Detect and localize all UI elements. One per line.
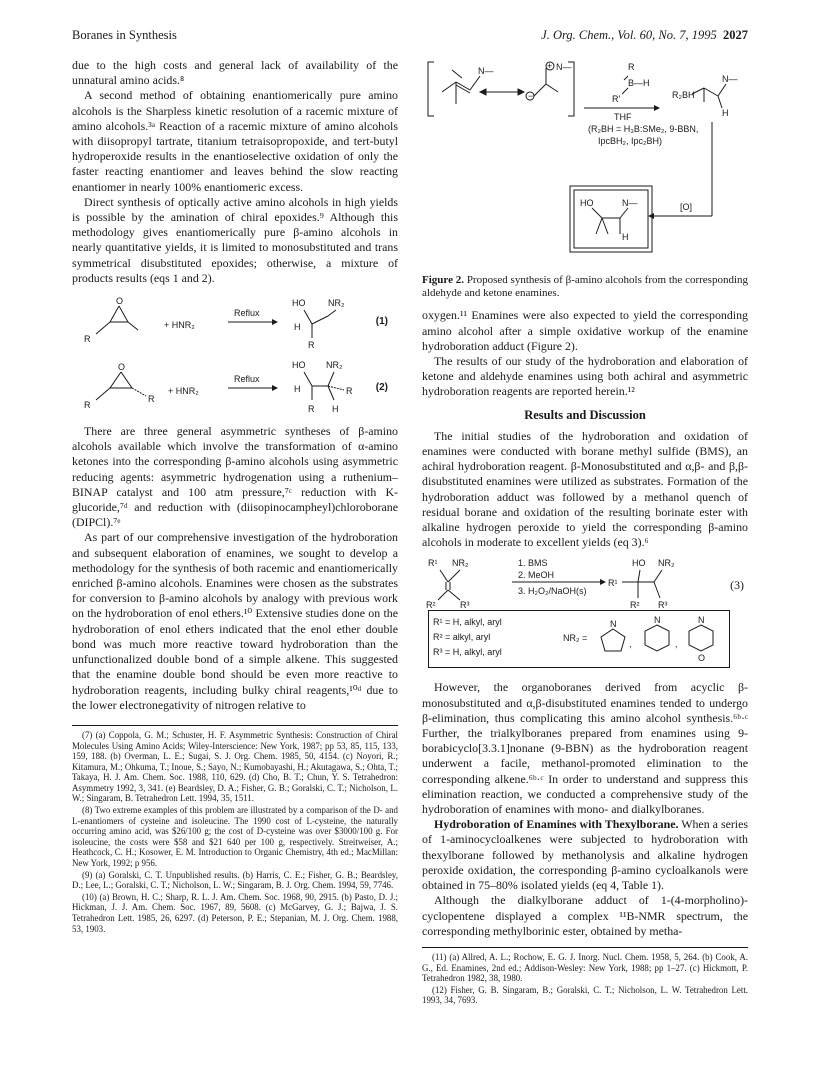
svg-text:N: N [610,619,617,630]
equation-1 [72,292,398,352]
svg-text:R: R [628,62,635,72]
equation-3 [422,554,748,672]
paragraph: There are three general asymmetric syntheses of β-amino alcohols available which involve the transformation of α-amino ketones into the corresponding β-amino alcohols using asymmetric reducing agents: asymmetric hydrogenation using a ruthenium–BINAP catalyst and 100 atm pressure,⁷ᶜ reduction with K-glucoride,⁷ᵈ and reduction with (diisopinocampheyl)chloroborane (DIPCl).⁷ᵉ [72,424,398,530]
fig2-oxidation: [O] [680,202,693,212]
footnote: (8) Two extreme examples of this problem are illustrated by a comparison of the D- and L-enantiomers of cysteine and isoleucine. The 1990 cost of L-cysteine, the naturally occurring amino acid, was $26/100 g; the cost of D-cysteine was over $3000/100 g. For isoleucine, the costs were $58 and $21 640 per 100 g, respectively. Streitweiser, A.; Heathcock, C. H.; Kosower, E. M. Introduction to Organic Chemistry, 4th ed.; MacMillan: New York, 1992; p 956. [72,805,398,869]
left-column [72,58,398,935]
svg-text:R: R [148,394,155,405]
figure-2-caption [422,274,748,300]
definition-r1: R¹ = H, alkyl, aryl [433,617,502,628]
subsection-heading: Hydroboration of Enamines with Thexylborane. [434,817,679,832]
svg-text:R: R [84,400,91,411]
svg-text:H: H [294,322,301,333]
paragraph: oxygen.¹¹ Enamines were also expected to yield the corresponding amino alcohol after a simple oxidative workup of the enamine hydroboration adduct (Figure 2). [422,308,748,353]
svg-text:NR₂: NR₂ [326,360,343,371]
footnote: (7) (a) Coppola, G. M.; Schuster, H. F. Asymmetric Synthesis: Construction of Chiral Molecules Using Amino Acids; Wiley-Interscience: New York, 1987; pp 53, 85, 115, 133, 159, 188. (b) Overman, L. E.; Sugai, S. J. Org. Chem. 1985, 50, 4154. (c) Noyori, R.; Kitamura, M.; Ohkuma, T.; Inoue, S.; Sayo, N.; Kumobayashi, H.; Akutagawa, S.; Ohta, T.; Takaya, H. J. Am. Chem. Soc. 1988, 110, 629. (d) Cho, B. T.; Chun, Y. S. Tetrahedron: Asymmetry 1992, 3, 341. (e) Beardsley, D. A.; Fisher, G. B.; Goralski, C. T.; Nicholson, L. W.; Singaram, B. Tetrahedron Lett. 1994, 35, 1511. [72,729,398,804]
paragraph: The initial studies of the hydroboration and oxidation of enamines were conducted with borane methyl sulfide (BMS), an achiral hydroboration reagent. β-Monosubstituted and α,β- and β,β-disubstituted enamines were utilized as substrates. Formation of the hydroboration adduct was followed by a methanol quench of residual borane and oxidation of the resulting borinate ester with alkaline hydrogen peroxide to yield the corresponding β-amino alcohols in moderate to excellent yields (eq 3).⁶ [422,428,748,550]
svg-text:R²: R² [630,600,640,611]
footnote: (11) (a) Allred, A. L.; Rochow, E. G. J. Inorg. Nucl. Chem. 1958, 5, 264. (b) Cook, A. G., Ed. Enamines, 2nd ed.; Addison-Wesley: New York, 1988; pp 1–27. (c) Hickmott, P. Tetrahedron 1982, 38, 1980. [422,951,748,984]
svg-text:N: N [698,615,705,626]
svg-text:NR₂: NR₂ [452,558,469,569]
svg-text:R: R [84,334,91,345]
svg-text:NR₂: NR₂ [658,558,675,569]
eq1-arrow-label: Reflux [234,308,260,319]
svg-text:R³: R³ [460,600,470,611]
svg-text:H: H [332,404,339,415]
figure-2 [422,58,748,270]
paragraph: As part of our comprehensive investigation of the hydroboration and subsequent elaboration of enamines, we sought to develop a methodology for the synthesis of both racemic and enantiomerically enriched β-amino alcohols. Enamines were chosen as the substrates for conversion to β-amino alcohols by analogy with previous work on the hydroboration of enol ethers.¹⁰ Extensive studies done on the hydroboration of enol ethers indicated that the enol ether double bond was much more reactive toward hydroboration than the unfunctionalized double bond of a simple alkene. This suggested that the enamine double bond should be even more reactive to hydroboration reagents, including bulky chiral reagents,¹⁰ᵈ due to the lower electronegativity of nitrogen relative to [72,530,398,712]
svg-text:−: − [528,91,534,101]
svg-text:R¹: R¹ [608,578,618,589]
paragraph: Although the dialkylborane adduct of 1-(4-morpholino)-cyclopentene displayed a complex ¹¹B-NMR spectrum, the corresponding methylborinic ester, obtained by metha- [422,893,748,938]
eq3-step3: 3. H₂O₂/NaOH(s) [518,586,587,597]
svg-text:N—: N— [556,62,572,72]
svg-text:O: O [118,362,126,373]
fig2-thf: THF [614,112,632,122]
svg-text:O: O [698,653,706,664]
footnotes-left [72,725,398,934]
svg-text:N—: N— [478,66,494,76]
svg-text:+: + [547,61,553,71]
svg-text:N: N [654,615,661,626]
paragraph: However, the organoboranes derived from acyclic β-monosubstituted and α,β-disubstituted enamines tended to undergo β-elimination, thus complicating this amino alcohol synthesis.⁶ᵇ·ᶜ Further, the trialkylboranes prepared from enamines using 9-borabicyclo[3.3.1]nonane (9-BBN) as the hydroboration reagent underwent a facile, methanol-promoted elimination to the corresponding alkene.⁶ᵇ·ᶜ In order to understand and suppress this elimination reaction, we conducted a comprehensive study of the hydroboration of enamines with mono- and dialkylboranes. [422,680,748,817]
eq3-step1: 1. BMS [518,558,548,569]
footnote: (12) Fisher, G. B. Singaram, B.; Goralski, C. T.; Nicholson, L. W. Tetrahedron Lett. 1993, 34, 7693. [422,984,748,1006]
figure-label: Figure 2. [422,274,465,286]
svg-text:R: R [308,404,315,415]
definition-r3: R³ = H, alkyl, aryl [433,647,502,658]
journal-citation: J. Org. Chem., Vol. 60, No. 7, 1995 2027 [541,28,748,42]
paragraph: due to the high costs and general lack of availability of the unnatural amino acids.⁸ [72,58,398,88]
equation-number: (2) [375,382,388,394]
eq1-reagent: + HNR₂ [164,320,195,331]
paragraph: Direct synthesis of optically active amino alcohols in high yields is possible by the amination of chiral epoxides.⁹ Although this methodology gives enantiomerically pure β-amino alcohols in nearly quantitative yields, it is limited to monosubstituted and trans symmetrical disubstituted epoxides; otherwise, a mixture of products results (eqs 1 and 2). [72,194,398,285]
equation-2 [72,358,398,418]
fig2-conditions: (R₂BH = H₃B:SMe₂, 9-BBN, [588,124,699,134]
eq3-step2: 2. MeOH [518,570,555,581]
svg-text:,: , [629,639,632,650]
equation-number: (1) [375,316,388,328]
svg-text:,: , [675,639,678,650]
svg-text:N—: N— [622,198,638,208]
svg-text:HO: HO [292,360,306,371]
paragraph: A second method of obtaining enantiomerically pure amino alcohols is the Sharpless kinetic resolution of a racemic mixture of amino alcohols.³ᵃ Reaction of a racemic mixture of amino alcohols with diisopropyl tartrate, titanium tetraisopropoxide, and tert-butyl hydroperoxide results in the enantioselective oxidation of only the faster reacting enantiomer and leaves behind the slow reacting enantiomer in nearly 100% enantiomeric excess. [72,88,398,194]
svg-text:N—: N— [722,74,738,84]
svg-text:O: O [116,296,124,307]
caption-text: Proposed synthesis of β-amino alcohols from the corresponding aldehyde and ketone enamines. [422,274,748,300]
equation-number: (3) [730,578,744,593]
fig2-conditions2: IpcBH₂, Ipc₂BH) [598,136,663,146]
svg-text:B—H: B—H [628,78,650,88]
svg-text:H: H [294,384,301,395]
svg-text:HO: HO [580,198,594,208]
svg-text:R': R' [612,94,621,104]
footnote: (10) (a) Brown, H. C.; Sharp, R. L. J. Am. Chem. Soc. 1968, 90, 2915. (b) Pasto, D. J.; Hickman, J. J. Am. Chem. Soc. 1967, 89, 5608. (c) McGarvey, G. J.; Bajwa, J. S. Tetrahedron Lett. 1985, 26, 6297. (d) Peterson, P. E.; Stepanian, M. J. Org. Chem. 1988, 53, 1903. [72,891,398,934]
svg-text:H: H [722,108,729,118]
page-number: 2027 [723,28,748,42]
svg-text:R: R [308,340,315,351]
footnote: (9) (a) Goralski, C. T. Unpublished results. (b) Harris, C. E.; Fisher, G. B.; Beardsley, D.; Lee, L.; Goralski, C. T.; Nicholson, L. W.; Singaram, B. J. Org. Chem. 1994, 59, 7746. [72,869,398,891]
svg-text:H: H [622,232,629,242]
substituent-definitions [428,610,730,668]
paragraph: The results of our study of the hydroboration and elaboration of ketone and aldehyde enamines using both achiral and asymmetric hydroboration reagents are reported herein.¹² [422,354,748,399]
eq2-arrow-label: Reflux [234,374,260,385]
svg-text:R³: R³ [658,600,668,611]
svg-text:R²: R² [426,600,436,611]
svg-text:NR₂: NR₂ [328,298,345,309]
svg-text:R¹: R¹ [428,558,438,569]
right-column [422,58,748,1007]
section-heading: Results and Discussion [524,407,646,422]
svg-text:HO: HO [292,298,306,309]
footnotes-right [422,947,748,1006]
definition-r2: R² = alkyl, aryl [433,632,491,643]
svg-text:HO: HO [632,558,646,569]
svg-text:R: R [346,386,353,397]
eq2-reagent: + HNR₂ [168,386,199,397]
running-header [72,28,748,46]
fig2-reagent: R₂BH [672,90,695,100]
running-title: Boranes in Synthesis [72,28,177,42]
nr2-label: NR₂ = [563,633,588,644]
paragraph: Hydroboration of Enamines with Thexylborane. When a series of 1-aminocycloalkenes were subjected to hydroboration with thexylborane followed by methanolysis and alkaline hydrogen peroxide oxidation, the corresponding β-amino cycloalkanols were obtained in 75–80% isolated yields (eq 4, Table 1). [422,817,749,893]
